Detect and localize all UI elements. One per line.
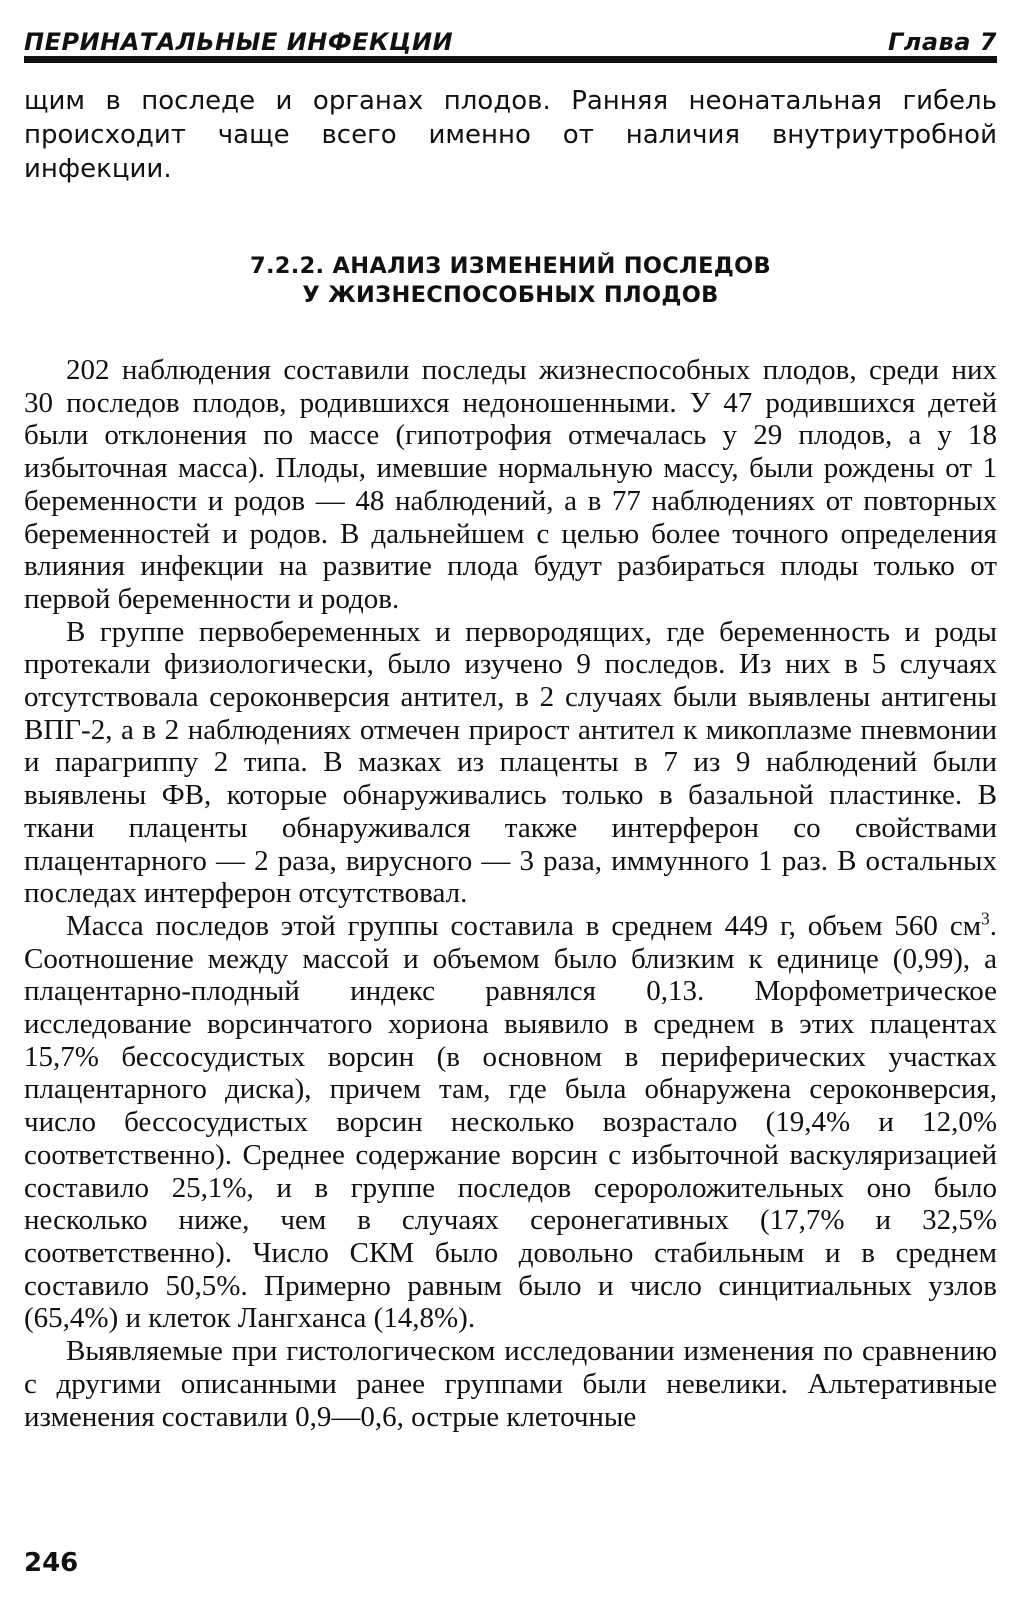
intro-paragraph: щим в последе и органах плодов. Ранняя неонатальная гибель происходит чаще всего именно от наличия внутриутробной инфекции. (24, 86, 997, 184)
page-content (24, 84, 997, 1433)
chapter-label: Глава 7 (887, 28, 997, 56)
superscript-3: 3 (981, 908, 990, 929)
running-head (24, 16, 997, 56)
paragraph-3-start: Масса последов этой группы составила в среднем 449 г, объем 560 см (66, 909, 982, 942)
section-title (24, 252, 997, 310)
running-title: ПЕРИНАТАЛЬНЫЕ ИНФЕКЦИИ (24, 28, 454, 56)
paragraph-4: Выявляемые при гистологическом исследовании изменения по сравнению с другими описанными ранее группами были невелики. Альтеративные изменения составили 0,9—0,6, острые клеточные (24, 1335, 997, 1433)
header-rule (24, 56, 997, 63)
section-title-line-2: У ЖИЗНЕСПОСОБНЫХ ПЛОДОВ (302, 282, 719, 308)
page-number: 246 (24, 1548, 79, 1578)
paragraph-3-end: . Соотношение между массой и объемом было близким к единице (0,99), а плацентарно-плодный индекс равнялся 0,13. Морфометрическое исследование ворсинчатого хориона выявило в среднем в этих плацентах 15,7% бессосудистых ворсин (в основном в периферических участках плацентарного диска), причем там, где была обнаружена сероконверсия, число бессосудистых ворсин несколько возрастало (19,4% и 12,0% соответственно). Среднее содержание ворсин с избыточной васкуляризацией составило 25,1%, и в группе последов серopоложительных оно было несколько ниже, чем в случаях серонегативных (17,7% и 32,5% соответственно). Число СКМ было довольно стабильным и в среднем составило 50,5%. Примерно равным было и число синцитиальных узлов (65,4%) и клеток Лангханса (14,8%). (24, 909, 997, 1335)
paragraph-3 (24, 910, 997, 1335)
paragraph-2: В группе первобеременных и первородящих, где беременность и роды протекали физиологически, было изучено 9 последов. Из них в 5 случаях отсутствовала сероконверсия антител, в 2 случаях были выявлены антигены ВПГ-2, а в 2 наблюдениях отмечен прирост антител к микоплазме пневмонии и парагриппу 2 типа. В мазках из плаценты в 7 из 9 наблюдений были выявлены ФВ, которые обнаруживались только в базальной пластинке. В ткани плаценты обнаруживался также интерферон со свойствами плацентарного — 2 раза, вирусного — 3 раза, иммунного 1 раз. В остальных последах интерферон отсутствовал. (24, 615, 997, 910)
section-title-line-1: 7.2.2. АНАЛИЗ ИЗМЕНЕНИЙ ПОСЛЕДОВ (250, 253, 771, 279)
paragraph-1: 202 наблюдения составили последы жизнеспособных плодов, среди них 30 последов плодов, родившихся недоношенными. У 47 родившихся детей были отклонения по массе (гипотрофия отмечалась у 29 плодов, а у 18 избыточная масса). Плоды, имевшие нормальную массу, были рождены от 1 беременности и родов — 48 наблюдений, а в 77 наблюдениях от повторных беременностей и родов. В дальнейшем с целью более точного определения влияния инфекции на развитие плода будут разбираться плоды только от первой беременности и родов. (24, 354, 997, 615)
